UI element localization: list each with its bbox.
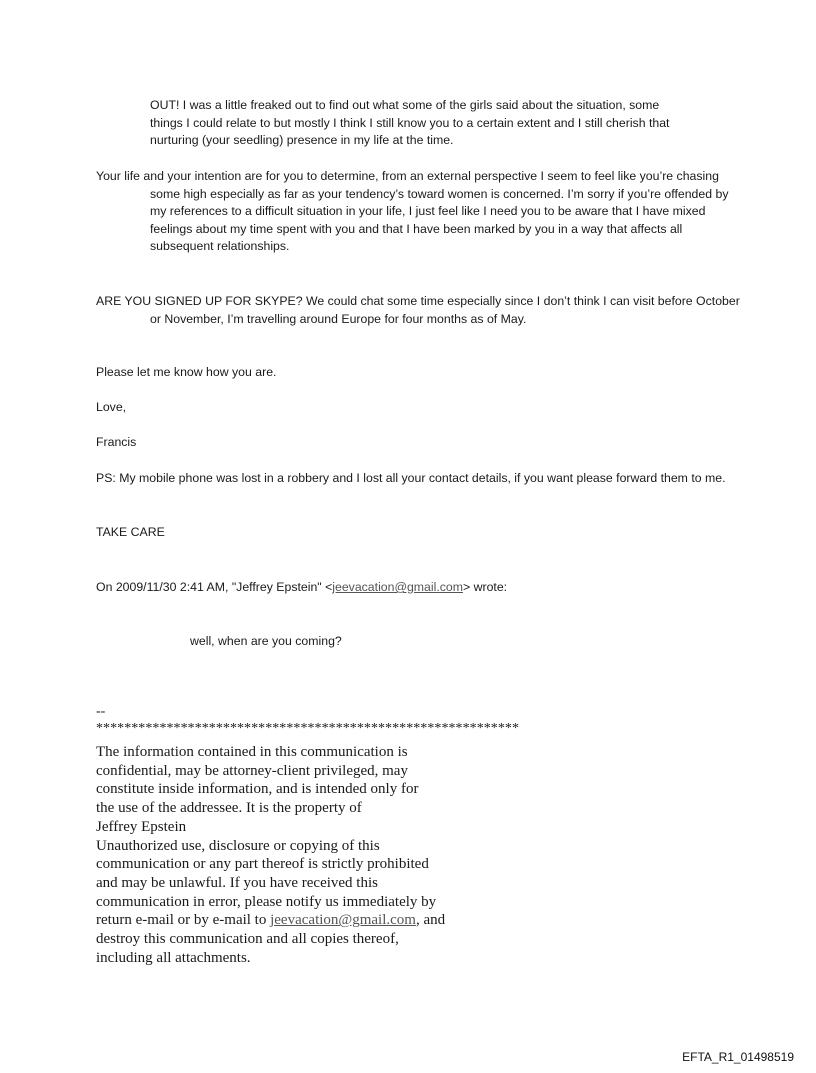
disclaimer-line: destroy this communication and all copies thereof, xyxy=(96,931,399,948)
confidentiality-disclaimer xyxy=(96,743,496,967)
disclaimer-return-prefix: return e-mail or by e-mail to xyxy=(96,912,271,929)
email-paragraph-life: Your life and your intention are for you to determine, from an external perspective I seem to feel like you’re chasing some high especially as far as your tendency’s toward women is concerned. I’m sorry if you’re offended by my references to a difficult situation in your life, I just feel like I need you to be aware that I have mixed feelings about my time spent with you and that I have been marked by you in a way that affects all subsequent relationships. xyxy=(96,169,729,253)
disclaimer-email-link[interactable]: jeevacation@gmail.com xyxy=(270,912,416,929)
email-let-me-know: Please let me know how you are. xyxy=(96,365,277,379)
email-signature-name: Francis xyxy=(96,435,137,449)
disclaimer-line: Jeffrey Epstein xyxy=(96,818,187,835)
disclaimer-return-line xyxy=(96,911,496,930)
disclaimer-line: the use of the addressee. It is the property of xyxy=(96,800,362,817)
disclaimer-line: confidential, may be attorney-client privileged, may xyxy=(96,762,408,779)
document-id-footer: EFTA_R1_01498519 xyxy=(682,1050,794,1064)
disclaimer-line: communication or any part thereof is strictly prohibited xyxy=(96,856,429,873)
signature-dashes: -- xyxy=(96,704,106,719)
quoted-header-suffix: > wrote: xyxy=(463,580,508,594)
email-closing: Love, xyxy=(96,400,127,414)
disclaimer-line: and may be unlawful. If you have received this xyxy=(96,874,378,891)
quoted-header-email-link[interactable]: jeevacation@gmail.com xyxy=(332,580,463,594)
quoted-message: well, when are you coming? xyxy=(190,634,342,648)
disclaimer-line: including all attachments. xyxy=(96,949,251,966)
email-postscript: PS: My mobile phone was lost in a robbery and I lost all your contact details, if you want please forward them to me. xyxy=(96,471,726,485)
email-paragraph-skype: ARE YOU SIGNED UP FOR SKYPE? We could chat some time especially since I don’t think I can visit before October or November, I’m travelling around Europe for four months as of May. xyxy=(96,294,740,326)
disclaimer-line: Unauthorized use, disclosure or copying of this xyxy=(96,837,380,854)
quoted-header xyxy=(96,579,686,597)
disclaimer-return-suffix: , and xyxy=(415,912,446,929)
quoted-header-prefix: On 2009/11/30 2:41 AM, "Jeffrey Epstein" < xyxy=(96,580,333,594)
email-take-care: TAKE CARE xyxy=(96,525,165,539)
disclaimer-line: communication in error, please notify us immediately by xyxy=(96,893,437,910)
disclaimer-line: constitute inside information, and is intended only for xyxy=(96,781,419,798)
signature-stars-divider: ************************************************************ xyxy=(96,721,519,736)
email-continuation-paragraph: OUT! I was a little freaked out to find out what some of the girls said about the situation, some things I could relate to but mostly I think I still know you to a certain extent and I still cherish that nurturing (your seedling) presence in my life at the time. xyxy=(150,98,670,147)
disclaimer-line: The information contained in this communication is xyxy=(96,744,408,760)
